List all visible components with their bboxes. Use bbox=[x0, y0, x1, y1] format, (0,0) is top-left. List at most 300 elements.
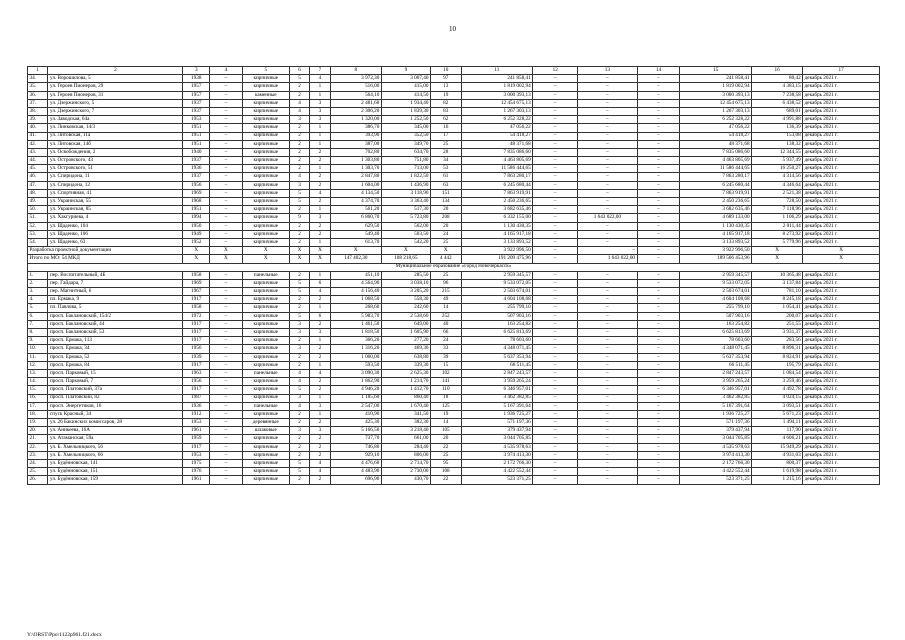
table-cell: 1958 bbox=[183, 304, 210, 312]
table-cell: – bbox=[533, 402, 578, 410]
table-cell: 14 bbox=[430, 419, 461, 427]
table-cell: – bbox=[533, 353, 578, 361]
table-cell: кирпичные bbox=[242, 124, 289, 132]
table-cell: 4 134,50 bbox=[330, 189, 381, 197]
table-cell: – bbox=[637, 140, 680, 148]
table-row bbox=[28, 345, 880, 353]
table-row bbox=[28, 99, 880, 107]
table-cell: – bbox=[637, 353, 680, 361]
table-cell: – bbox=[210, 222, 243, 230]
table-cell: – bbox=[637, 288, 680, 296]
table-cell: 5 637 353,94 bbox=[461, 353, 533, 361]
table-cell: 4 bbox=[310, 460, 330, 468]
table-row bbox=[28, 296, 880, 304]
table-cell: декабрь 2021 г. bbox=[803, 83, 880, 91]
table-cell: 5 167 391,64 bbox=[461, 402, 533, 410]
table-cell: кирпичные bbox=[242, 410, 289, 418]
address-cell: просп. Платовский, 82 bbox=[48, 394, 183, 402]
table-cell: 1 bbox=[310, 124, 330, 132]
table-cell: 2 bbox=[310, 296, 330, 304]
table-cell: – bbox=[578, 468, 637, 476]
table-cell: – bbox=[533, 394, 578, 402]
address-cell: ул. Украинская, 55 bbox=[48, 198, 183, 206]
table-cell: 2 bbox=[289, 206, 309, 214]
table-cell: – bbox=[578, 386, 637, 394]
table-cell: 349,70 bbox=[381, 140, 430, 148]
table-cell: декабрь 2021 г. bbox=[803, 361, 880, 369]
table-cell: декабрь 2021 г. bbox=[803, 198, 880, 206]
table-cell: 19 bbox=[430, 91, 461, 99]
table-cell: – bbox=[637, 222, 680, 230]
table-cell: 1952 bbox=[183, 238, 210, 246]
table-cell: кирпичные bbox=[242, 238, 289, 246]
table-cell: – bbox=[533, 304, 578, 312]
table-cell: – bbox=[533, 361, 578, 369]
table-cell: декабрь 2021 г. bbox=[803, 91, 880, 99]
table-cell: – bbox=[578, 107, 637, 115]
table-cell: 2 bbox=[289, 148, 309, 156]
table-cell: 549,40 bbox=[330, 230, 381, 238]
table-cell: 1 252,50 bbox=[381, 116, 430, 124]
table-cell: 3 bbox=[310, 107, 330, 115]
table-cell: X bbox=[289, 247, 309, 255]
table-row bbox=[28, 271, 880, 279]
table-cell: 47 056,22 bbox=[680, 124, 752, 132]
table-cell: деревянные bbox=[242, 419, 289, 427]
table-cell: 48 371,68 bbox=[461, 140, 533, 148]
table-cell: – bbox=[533, 410, 578, 418]
table-cell: 4 bbox=[289, 107, 309, 115]
table-cell: 1975 bbox=[183, 460, 210, 468]
table-cell: 1936 bbox=[183, 165, 210, 173]
table-cell: 6 bbox=[289, 67, 309, 75]
table-cell: 1951 bbox=[183, 140, 210, 148]
table-cell: 1 130 430,35 bbox=[680, 222, 752, 230]
table-cell: 3 038,10 bbox=[381, 279, 430, 287]
table-cell: 4 535 978,63 bbox=[680, 443, 752, 451]
address-cell: ул. Спортивная, 41 bbox=[48, 189, 183, 197]
table-cell: 24 bbox=[430, 337, 461, 345]
table-cell: кирпичные bbox=[242, 312, 289, 320]
table-cell: 4 bbox=[310, 189, 330, 197]
table-cell: 1 bbox=[28, 67, 48, 75]
table-cell: 3 205,20 bbox=[381, 288, 430, 296]
table-cell: – bbox=[533, 369, 578, 377]
table-cell: декабрь 2021 г. bbox=[803, 148, 880, 156]
table-cell: – bbox=[578, 296, 637, 304]
table-cell: 3 bbox=[310, 427, 330, 435]
address-cell: ул. Будённовская, 141 bbox=[48, 460, 183, 468]
table-cell: 2 bbox=[289, 124, 309, 132]
table-cell: 5 166,50 bbox=[330, 427, 381, 435]
address-cell: ул. Спиридона, 12 bbox=[48, 181, 183, 189]
table-cell: 153,08 bbox=[752, 132, 803, 140]
table-cell: 7 863 919,91 bbox=[680, 189, 752, 197]
address-cell: ул. Островского, 51 bbox=[48, 165, 183, 173]
table-row bbox=[28, 132, 880, 140]
table-cell: декабрь 2021 г. bbox=[803, 279, 880, 287]
table-cell: – bbox=[533, 386, 578, 394]
table-cell: 2 bbox=[310, 451, 330, 459]
table-cell: 2 bbox=[310, 419, 330, 427]
table-cell: 558,30 bbox=[381, 296, 430, 304]
table-cell: 5 167 391,64 bbox=[680, 402, 752, 410]
address-cell: ул. Аникеева, 16А bbox=[48, 427, 183, 435]
table-cell: декабрь 2021 г. bbox=[803, 107, 880, 115]
table-cell: 2 625,30 bbox=[381, 369, 430, 377]
table-cell: 3 462 382,85 bbox=[461, 394, 533, 402]
table-cell: – bbox=[578, 337, 637, 345]
table-cell: – bbox=[210, 329, 243, 337]
table-cell: 2 bbox=[310, 353, 330, 361]
table-cell: кирпичные bbox=[242, 296, 289, 304]
address-cell: просп. Ермака, 34 bbox=[48, 345, 183, 353]
table-cell: – bbox=[578, 230, 637, 238]
table-cell: 4 348 071,45 bbox=[461, 345, 533, 353]
table-cell: 110 bbox=[430, 386, 461, 394]
table-cell: 3 218,40 bbox=[381, 427, 430, 435]
table-cell: 1 084,54 bbox=[752, 369, 803, 377]
table-cell: 2 172 766,30 bbox=[680, 460, 752, 468]
table-cell: – bbox=[637, 378, 680, 386]
table-row bbox=[28, 238, 880, 246]
table-cell: 634,70 bbox=[381, 148, 430, 156]
table-cell: 1917 bbox=[183, 329, 210, 337]
table-cell: декабрь 2021 г. bbox=[803, 222, 880, 230]
table-cell: – bbox=[637, 304, 680, 312]
table-cell: 2 011,44 bbox=[752, 222, 803, 230]
table-cell: 1 461,50 bbox=[330, 320, 381, 328]
table-cell: декабрь 2021 г. bbox=[803, 271, 880, 279]
table-cell: 2 bbox=[289, 410, 309, 418]
table-cell: 2 450 236,65 bbox=[680, 198, 752, 206]
table-cell: 649,00 bbox=[381, 320, 430, 328]
table-cell: – bbox=[210, 140, 243, 148]
table-cell: 5 bbox=[289, 288, 309, 296]
table-cell: – bbox=[533, 247, 578, 255]
address-cell: пер. Магнитный, 6 bbox=[48, 288, 183, 296]
table-cell: – bbox=[210, 124, 243, 132]
table-cell: 1917 bbox=[183, 443, 210, 451]
table-cell: 629,50 bbox=[330, 222, 381, 230]
table-cell: 571 197,36 bbox=[461, 419, 533, 427]
table-cell: – bbox=[637, 214, 680, 222]
table-cell: декабрь 2021 г. bbox=[803, 369, 880, 377]
table-cell: 4 946,20 bbox=[330, 386, 381, 394]
table-cell: – bbox=[578, 198, 637, 206]
table-cell: 2 172 766,30 bbox=[461, 460, 533, 468]
table-cell: 19 bbox=[430, 410, 461, 418]
table-cell: 4 689 133,00 bbox=[680, 214, 752, 222]
table-cell: кирпичные bbox=[242, 99, 289, 107]
table-cell: 4 bbox=[310, 369, 330, 377]
table-cell: – bbox=[578, 378, 637, 386]
table-cell: 2 bbox=[289, 419, 309, 427]
table-cell: 3 000 393,13 bbox=[461, 91, 533, 99]
table-cell: 2 bbox=[310, 181, 330, 189]
table-cell: 3 044 705,85 bbox=[680, 435, 752, 443]
table-cell: 12 bbox=[533, 67, 578, 75]
section-row bbox=[28, 263, 880, 271]
table-cell: 8 bbox=[330, 67, 381, 75]
table-cell: 6 245 680,44 bbox=[461, 181, 533, 189]
table-cell: 22 bbox=[430, 476, 461, 484]
table-cell: кирпичные bbox=[242, 165, 289, 173]
table-cell: 78 603,60 bbox=[461, 337, 533, 345]
table-row bbox=[28, 304, 880, 312]
table-cell: декабрь 2021 г. bbox=[803, 288, 880, 296]
table-cell: – bbox=[578, 353, 637, 361]
table-cell: 1 819 002,94 bbox=[680, 83, 752, 91]
table-cell: 542,20 bbox=[381, 238, 430, 246]
table-cell: 4 483,90 bbox=[330, 468, 381, 476]
table-cell: – bbox=[637, 107, 680, 115]
table-cell: кирпичные bbox=[242, 361, 289, 369]
table-cell: – bbox=[578, 189, 637, 197]
table-cell: 1 185,60 bbox=[330, 394, 381, 402]
table-cell: 83 bbox=[430, 107, 461, 115]
table-cell: – bbox=[578, 451, 637, 459]
table-cell: – bbox=[637, 206, 680, 214]
table-cell: – bbox=[578, 402, 637, 410]
table-cell: декабрь 2021 г. bbox=[803, 386, 880, 394]
table-cell: 8 896,31 bbox=[752, 345, 803, 353]
table-cell: 2 730,00 bbox=[381, 468, 430, 476]
table-cell: 25 bbox=[430, 451, 461, 459]
table-cell: 3 959 265,24 bbox=[461, 378, 533, 386]
table-cell: 53. bbox=[28, 230, 48, 238]
table-cell: 507 903,16 bbox=[461, 312, 533, 320]
table-cell: X bbox=[242, 247, 289, 255]
table-cell: – bbox=[637, 75, 680, 83]
table-cell: 3 972,30 bbox=[330, 75, 381, 83]
table-cell: 17 bbox=[803, 67, 880, 75]
table-cell: – bbox=[210, 378, 243, 386]
table-cell: – bbox=[578, 320, 637, 328]
table-cell: 4 bbox=[289, 402, 309, 410]
table-cell: 2 bbox=[289, 476, 309, 484]
table-cell: 2 959 345,57 bbox=[680, 271, 752, 279]
table-cell: 1956 bbox=[183, 345, 210, 353]
table-cell: 1963 bbox=[183, 369, 210, 377]
table-row bbox=[28, 369, 880, 377]
table-cell: декабрь 2021 г. bbox=[803, 230, 880, 238]
table-cell: 6 bbox=[310, 279, 330, 287]
table-cell: 2 521,38 bbox=[752, 189, 803, 197]
table-cell: – bbox=[210, 320, 243, 328]
table-cell: 5 983,70 bbox=[330, 312, 381, 320]
table-cell: – bbox=[210, 386, 243, 394]
table-cell: – bbox=[578, 369, 637, 377]
table-row bbox=[28, 443, 880, 451]
table-cell: 255 799,10 bbox=[461, 304, 533, 312]
table-cell: 5 637 353,94 bbox=[680, 353, 752, 361]
table-cell: X bbox=[752, 247, 803, 255]
table-row bbox=[28, 91, 880, 99]
table-cell: 2 450 236,65 bbox=[461, 198, 533, 206]
table-cell: 1 934,40 bbox=[381, 99, 430, 107]
table-cell: – bbox=[578, 476, 637, 484]
table-cell: – bbox=[637, 99, 680, 107]
table-cell: – bbox=[533, 206, 578, 214]
table-cell: – bbox=[533, 320, 578, 328]
address-cell: пер. Воспитательный, 4Б bbox=[48, 271, 183, 279]
summary-label: Итого по МО: 54 МКД bbox=[28, 255, 183, 263]
table-cell: 43. bbox=[28, 148, 48, 156]
table-cell: 15 bbox=[430, 361, 461, 369]
table-cell: 3 bbox=[183, 67, 210, 75]
table-cell: – bbox=[210, 394, 243, 402]
table-cell: 3 bbox=[310, 99, 330, 107]
table-cell: 4 bbox=[289, 99, 309, 107]
address-cell: ул. Литовская, 14б bbox=[48, 140, 183, 148]
table-cell: 1 936 725,27 bbox=[461, 410, 533, 418]
table-cell: X bbox=[183, 255, 210, 263]
table-cell: – bbox=[533, 124, 578, 132]
table-cell: 6 252 328,22 bbox=[680, 116, 752, 124]
table-cell: 2 503 674,01 bbox=[680, 288, 752, 296]
table-cell: кирпичные bbox=[242, 148, 289, 156]
table-cell: – bbox=[578, 435, 637, 443]
table-cell: – bbox=[533, 443, 578, 451]
table-cell: 2 bbox=[310, 198, 330, 206]
table-cell: 4 024,15 bbox=[752, 394, 803, 402]
address-cell: пл. Павлова, 5 bbox=[48, 304, 183, 312]
table-cell: декабрь 2021 г. bbox=[803, 427, 880, 435]
table-cell: 7 bbox=[310, 67, 330, 75]
table-cell: 1 643 022,00 bbox=[578, 214, 637, 222]
table-cell: кирпичные bbox=[242, 435, 289, 443]
table-cell: 117,90 bbox=[752, 427, 803, 435]
table-row bbox=[28, 189, 880, 197]
table-cell: 13 bbox=[430, 83, 461, 91]
table-cell: 1 bbox=[310, 206, 330, 214]
table-cell: 9 bbox=[381, 67, 430, 75]
table-cell: – bbox=[578, 288, 637, 296]
table-cell: 52. bbox=[28, 222, 48, 230]
address-cell: ул. Украинская, 85 bbox=[48, 206, 183, 214]
table-cell: X bbox=[310, 247, 330, 255]
table-cell: 1972 bbox=[183, 312, 210, 320]
table-cell: 42. bbox=[28, 140, 48, 148]
table-cell: 66 511,45 bbox=[461, 361, 533, 369]
table-cell: 3 bbox=[310, 116, 330, 124]
table-cell: – bbox=[578, 247, 637, 255]
table-cell: 1 267 303,13 bbox=[680, 107, 752, 115]
table-cell: 3 959 265,24 bbox=[680, 378, 752, 386]
table-cell: – bbox=[637, 337, 680, 345]
table-cell: кирпичные bbox=[242, 320, 289, 328]
table-cell: декабрь 2021 г. bbox=[803, 394, 880, 402]
table-cell: декабрь 2021 г. bbox=[803, 353, 880, 361]
table-cell: 713,00 bbox=[381, 165, 430, 173]
table-cell: 191 209 475,96 bbox=[461, 255, 533, 263]
table-cell: 34. bbox=[28, 75, 48, 83]
table-cell: декабрь 2021 г. bbox=[803, 173, 880, 181]
table-cell: 9 533 072,05 bbox=[461, 279, 533, 287]
table-cell: – bbox=[637, 419, 680, 427]
table-cell: – bbox=[578, 206, 637, 214]
table-cell: 7 863 280,17 bbox=[680, 173, 752, 181]
table-row bbox=[28, 386, 880, 394]
table-cell: 1953 bbox=[183, 116, 210, 124]
table-cell: 1 bbox=[310, 140, 330, 148]
table-cell: 1 bbox=[310, 165, 330, 173]
table-cell: 45. bbox=[28, 165, 48, 173]
table-cell: 63 bbox=[430, 181, 461, 189]
table-cell: 4 606,21 bbox=[752, 435, 803, 443]
table-cell: – bbox=[210, 132, 243, 140]
table-cell: 1938 bbox=[183, 75, 210, 83]
table-cell: 3 bbox=[289, 394, 309, 402]
table-cell: 12 454 675,13 bbox=[680, 99, 752, 107]
table-cell: 1 bbox=[310, 304, 330, 312]
table-cell: 3 922 996,50 bbox=[461, 247, 533, 255]
table-cell: – bbox=[637, 451, 680, 459]
table-cell: 252 bbox=[430, 312, 461, 320]
table-cell: 4 931,03 bbox=[752, 451, 803, 459]
table-cell: 1 bbox=[310, 337, 330, 345]
table-cell: 28 bbox=[430, 148, 461, 156]
table-cell: 51. bbox=[28, 214, 48, 222]
table-cell: – bbox=[637, 410, 680, 418]
table-cell: 8. bbox=[28, 329, 48, 337]
table-cell: 564,10 bbox=[330, 91, 381, 99]
table-cell: – bbox=[578, 157, 637, 165]
table-cell: 2 bbox=[289, 91, 309, 99]
table-cell: декабрь 2021 г. bbox=[803, 75, 880, 83]
table-cell: 2 847 243,57 bbox=[461, 369, 533, 377]
table-cell: декабрь 2021 г. bbox=[803, 345, 880, 353]
table-cell: 2 714,70 bbox=[381, 460, 430, 468]
table-cell: 410,90 bbox=[330, 410, 381, 418]
table-cell: 24 bbox=[430, 230, 461, 238]
table-cell: декабрь 2021 г. bbox=[803, 329, 880, 337]
table-cell: – bbox=[578, 124, 637, 132]
table-cell: 46. bbox=[28, 173, 48, 181]
table-cell: кирпичные bbox=[242, 443, 289, 451]
table-cell: 1 bbox=[310, 410, 330, 418]
table-row bbox=[28, 312, 880, 320]
table-cell: 25 bbox=[430, 271, 461, 279]
table-cell: 7 835 086,60 bbox=[461, 148, 533, 156]
address-cell: просп. Баклановский, 44 bbox=[48, 320, 183, 328]
table-cell: – bbox=[210, 410, 243, 418]
table-cell: – bbox=[210, 148, 243, 156]
table-row bbox=[28, 329, 880, 337]
table-cell: 503,50 bbox=[381, 230, 430, 238]
address-cell: ул. Щаденко, 104 bbox=[48, 222, 183, 230]
table-cell: – bbox=[637, 83, 680, 91]
table-cell: – bbox=[210, 402, 243, 410]
table-cell: – bbox=[533, 189, 578, 197]
table-cell: 6 346 957,01 bbox=[461, 386, 533, 394]
table-cell: 22. bbox=[28, 443, 48, 451]
table-cell: 1 436,90 bbox=[381, 181, 430, 189]
table-cell: 1958 bbox=[183, 271, 210, 279]
table-cell: – bbox=[210, 99, 243, 107]
table-row bbox=[28, 394, 880, 402]
summary-row bbox=[28, 247, 880, 255]
table-cell: 1 819 002,94 bbox=[461, 83, 533, 91]
table-row bbox=[28, 214, 880, 222]
table-cell: 200,07 bbox=[752, 312, 803, 320]
table-cell: 1937 bbox=[183, 173, 210, 181]
table-cell: 11 bbox=[461, 67, 533, 75]
table-row bbox=[28, 279, 880, 287]
table-cell: 2. bbox=[28, 279, 48, 287]
table-cell: кирпичные bbox=[242, 386, 289, 394]
